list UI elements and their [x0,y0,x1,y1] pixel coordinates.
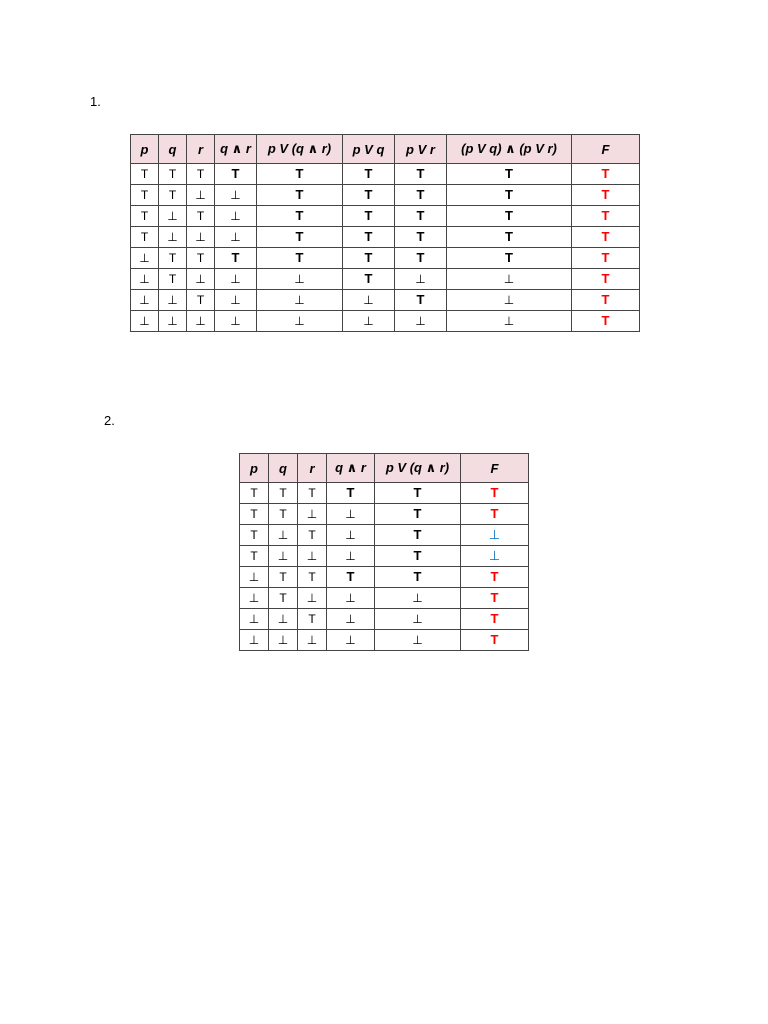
table-cell: T [375,504,461,525]
table-cell: ⊥ [257,311,343,332]
table-cell: ⊥ [159,311,187,332]
table-cell: ⊥ [447,311,572,332]
table-cell: ⊥ [215,227,257,248]
table-cell: ⊥ [215,206,257,227]
section-2-number: 2. [104,413,115,428]
table-cell: T [447,164,572,185]
table-cell: T [215,164,257,185]
table-cell: ⊥ [240,630,269,651]
table-row [240,609,529,630]
column-header: q ∧ r [327,454,375,483]
table-cell: ⊥ [298,588,327,609]
table-cell: T [298,483,327,504]
table-cell: T [269,504,298,525]
table-cell: T [215,248,257,269]
table-cell: T [131,227,159,248]
column-header: F [461,454,529,483]
table-cell: T [298,609,327,630]
table-cell: T [257,185,343,206]
table-row [240,588,529,609]
table-cell: ⊥ [461,546,529,567]
table-cell: ⊥ [159,206,187,227]
table-cell: T [447,206,572,227]
table-cell: T [395,248,447,269]
table-cell: T [461,630,529,651]
table-cell: ⊥ [215,311,257,332]
table-cell: T [461,504,529,525]
table-cell: ⊥ [187,185,215,206]
table-cell: T [461,588,529,609]
column-header: p V r [395,135,447,164]
table-row [240,567,529,588]
table-cell: T [375,525,461,546]
table-2-body [240,483,529,651]
table-cell: T [240,483,269,504]
column-header: q [269,454,298,483]
table-cell: ⊥ [447,290,572,311]
table-cell: T [343,185,395,206]
table-cell: T [375,483,461,504]
table-row [240,630,529,651]
table-2-header-row [240,454,529,483]
table-cell: ⊥ [215,185,257,206]
table-row [240,525,529,546]
table-cell: ⊥ [375,588,461,609]
table-cell: T [461,609,529,630]
column-header: r [187,135,215,164]
table-cell: T [240,546,269,567]
table-cell: T [327,567,375,588]
column-header: F [572,135,640,164]
table-row [240,483,529,504]
table-cell: ⊥ [187,269,215,290]
table-cell: T [572,185,640,206]
table-cell: T [343,248,395,269]
section-1-number: 1. [90,94,101,109]
table-row [131,269,640,290]
table-cell: ⊥ [257,290,343,311]
table-1-header-row [131,135,640,164]
table-cell: T [572,290,640,311]
column-header: p [240,454,269,483]
table-cell: T [461,483,529,504]
table-cell: T [257,206,343,227]
table-cell: ⊥ [269,630,298,651]
table-cell: ⊥ [343,290,395,311]
table-cell: T [395,185,447,206]
table-cell: T [269,483,298,504]
table-cell: T [159,164,187,185]
table-cell: ⊥ [375,630,461,651]
table-cell: ⊥ [327,504,375,525]
table-cell: T [257,164,343,185]
table-cell: T [343,227,395,248]
table-cell: T [395,290,447,311]
column-header: p [131,135,159,164]
table-cell: T [343,206,395,227]
table-cell: T [131,206,159,227]
table-row [240,546,529,567]
table-cell: T [298,525,327,546]
table-cell: ⊥ [131,311,159,332]
table-cell: ⊥ [269,609,298,630]
table-cell: T [375,546,461,567]
table-cell: T [131,185,159,206]
table-cell: T [131,164,159,185]
table-cell: ⊥ [240,609,269,630]
table-row [131,227,640,248]
table-cell: ⊥ [159,290,187,311]
table-row [131,290,640,311]
table-cell: ⊥ [159,227,187,248]
table-row [131,311,640,332]
table-cell: ⊥ [447,269,572,290]
table-cell: ⊥ [257,269,343,290]
table-cell: T [395,227,447,248]
table-cell: T [298,567,327,588]
table-cell: ⊥ [131,290,159,311]
table-cell: T [343,164,395,185]
table-cell: T [187,206,215,227]
column-header: p V (q ∧ r) [257,135,343,164]
table-cell: T [461,567,529,588]
column-header: p V (q ∧ r) [375,454,461,483]
truth-table-1 [130,134,640,332]
table-cell: T [240,525,269,546]
column-header: q ∧ r [215,135,257,164]
table-cell: ⊥ [187,311,215,332]
table-cell: ⊥ [215,290,257,311]
table-row [131,164,640,185]
table-row [131,206,640,227]
table-cell: ⊥ [131,248,159,269]
table-cell: ⊥ [298,630,327,651]
column-header: r [298,454,327,483]
table-cell: T [447,248,572,269]
table-cell: ⊥ [327,546,375,567]
table-cell: T [187,248,215,269]
table-cell: T [240,504,269,525]
table-cell: T [447,227,572,248]
table-cell: T [572,269,640,290]
table-cell: T [572,248,640,269]
table-cell: T [159,269,187,290]
table-cell: T [327,483,375,504]
table-cell: ⊥ [240,588,269,609]
table-cell: ⊥ [395,269,447,290]
table-row [240,504,529,525]
table-cell: T [375,567,461,588]
table-cell: T [343,269,395,290]
table-cell: T [572,206,640,227]
table-cell: T [572,227,640,248]
table-cell: ⊥ [269,525,298,546]
table-cell: T [187,164,215,185]
table-cell: T [257,227,343,248]
table-row [131,185,640,206]
table-cell: ⊥ [327,630,375,651]
column-header: p V q [343,135,395,164]
column-header: q [159,135,187,164]
table-cell: ⊥ [215,269,257,290]
table-cell: ⊥ [327,609,375,630]
table-cell: ⊥ [298,546,327,567]
table-cell: T [187,290,215,311]
table-cell: ⊥ [298,504,327,525]
table-cell: T [395,206,447,227]
table-cell: ⊥ [395,311,447,332]
table-cell: ⊥ [343,311,395,332]
table-cell: T [572,164,640,185]
table-cell: T [572,311,640,332]
table-cell: T [159,185,187,206]
table-cell: ⊥ [327,525,375,546]
table-cell: ⊥ [131,269,159,290]
truth-table-2 [239,453,529,651]
table-cell: T [257,248,343,269]
table-cell: ⊥ [187,227,215,248]
table-cell: ⊥ [375,609,461,630]
table-cell: T [447,185,572,206]
table-cell: ⊥ [327,588,375,609]
table-cell: T [395,164,447,185]
table-cell: T [269,567,298,588]
table-row [131,248,640,269]
table-cell: T [159,248,187,269]
table-cell: ⊥ [269,546,298,567]
table-cell: T [269,588,298,609]
table-cell: ⊥ [461,525,529,546]
table-cell: ⊥ [240,567,269,588]
column-header: (p V q) ∧ (p V r) [447,135,572,164]
table-1-body [131,164,640,332]
